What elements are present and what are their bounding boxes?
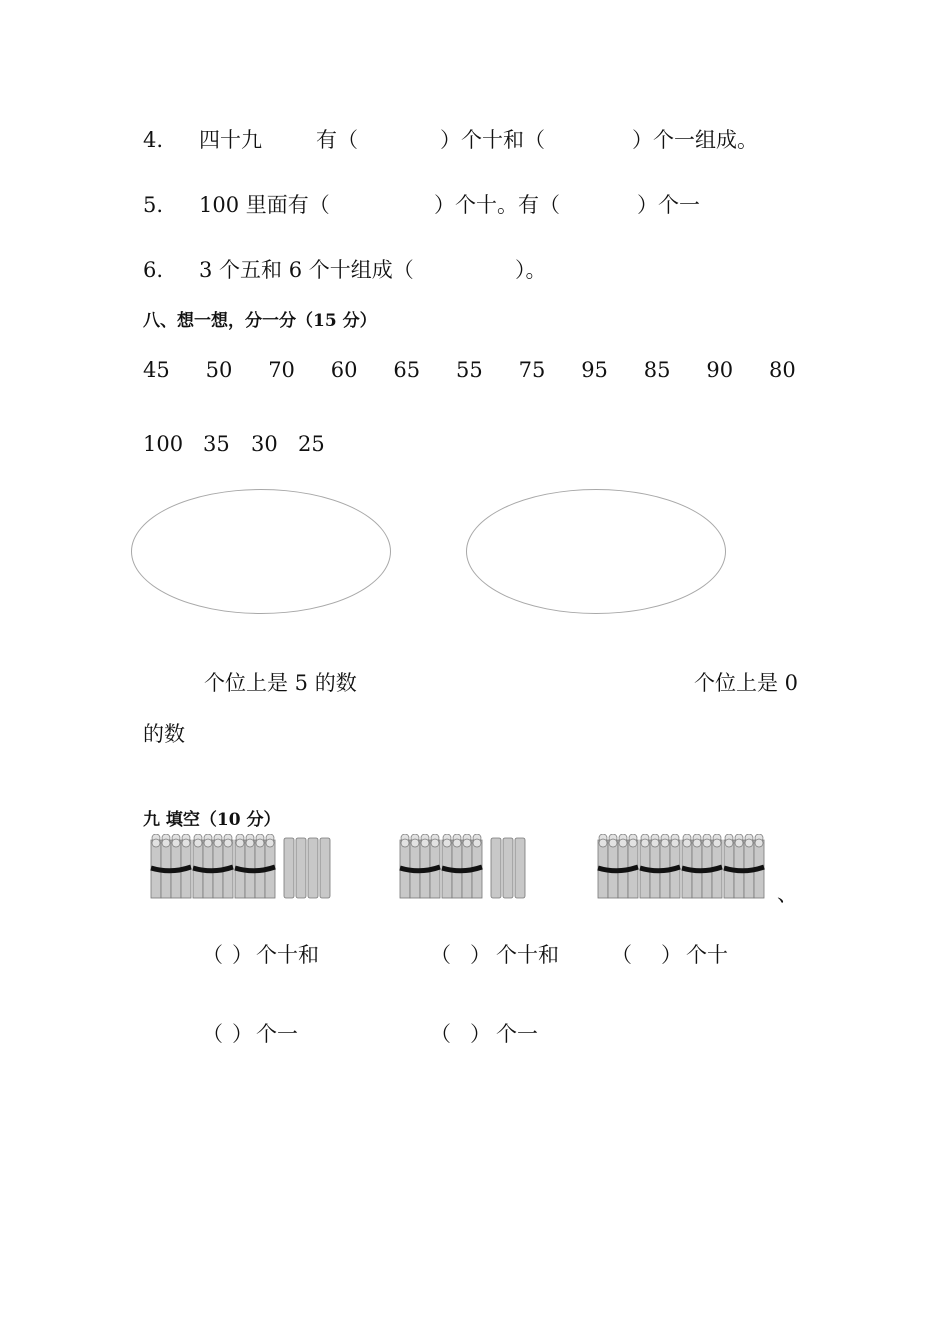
tens-label-3: 个十 (686, 943, 728, 967)
number-item: 70 (268, 358, 295, 382)
stick-bundle (235, 834, 275, 898)
number-item: 90 (706, 358, 734, 382)
stick-bundle (682, 834, 722, 898)
question-5-number: 5. (143, 193, 164, 217)
question-5-text-b: ）个十。有（ (434, 193, 560, 217)
stick-bundle (442, 834, 482, 898)
question-6-text-a: 3 个五和 6 个十组成（ (199, 258, 414, 282)
ones-label-2: 个一 (496, 1022, 538, 1046)
question-4-number: 4. (143, 128, 164, 152)
blank-open-2: （ (430, 943, 451, 967)
stick-bundle (151, 834, 191, 898)
single-stick (320, 838, 330, 898)
blank-close-5: ） (470, 1022, 491, 1046)
number-item: 100 (143, 432, 184, 456)
single-stick (296, 838, 306, 898)
blank-open-3: （ (611, 943, 632, 967)
ones-label-1: 个一 (256, 1022, 298, 1046)
question-4-text-c: ）个十和（ (440, 128, 545, 152)
stick-bundle (400, 834, 440, 898)
section-8-title: 八、想一想，分一分（15 分） (143, 311, 377, 331)
stick-bundle (598, 834, 638, 898)
number-item: 50 (205, 358, 233, 382)
blank-close-2: ） (470, 943, 491, 967)
number-item: 60 (330, 358, 358, 382)
section-9-title: 九 填空（10 分） (143, 810, 281, 830)
number-item: 55 (456, 358, 483, 382)
stick-bundle (724, 834, 764, 898)
sorting-circle-left (131, 489, 391, 614)
blank-close-4: ） (232, 1022, 253, 1046)
number-item: 95 (581, 358, 608, 382)
single-stick (515, 838, 525, 898)
single-stick (503, 838, 513, 898)
single-stick (284, 838, 294, 898)
blank-open-5: （ (430, 1022, 451, 1046)
question-4-text-d: ）个一组成。 (632, 128, 758, 152)
blank-close-3: ） (661, 943, 682, 967)
question-4-text-b: 有（ (316, 128, 358, 152)
single-stick (308, 838, 318, 898)
stick-group-2 (399, 834, 527, 900)
label-ones-digit-0-a: 个位上是 0 (694, 671, 799, 695)
blank-close-1: ） (232, 943, 253, 967)
question-4-text-a: 四十九 (199, 128, 262, 152)
number-item: 75 (518, 358, 546, 382)
label-ones-digit-5: 个位上是 5 的数 (204, 671, 357, 695)
question-6-number: 6. (143, 258, 164, 282)
question-6-text-b: ）。 (515, 258, 547, 282)
tens-and-label-2: 个十和 (496, 943, 559, 967)
number-item: 35 (203, 432, 230, 456)
single-stick (491, 838, 501, 898)
stray-mark: 、 (777, 882, 798, 906)
stick-group-3 (597, 834, 767, 900)
sorting-circle-right (466, 489, 726, 614)
number-item: 85 (643, 358, 671, 382)
blank-open-1: （ (202, 943, 223, 967)
tens-and-label-1: 个十和 (256, 943, 319, 967)
blank-open-4: （ (202, 1022, 223, 1046)
stick-bundle (640, 834, 680, 898)
question-5-text-a: 100 里面有（ (199, 193, 330, 217)
question-5-text-c: ）个一 (637, 193, 700, 217)
label-ones-digit-0-b: 的数 (143, 722, 185, 746)
number-item: 80 (769, 358, 796, 382)
number-item: 65 (393, 358, 421, 382)
stick-bundle (193, 834, 233, 898)
number-item: 25 (298, 432, 325, 456)
number-item: 30 (251, 432, 278, 456)
number-item: 45 (143, 358, 170, 382)
stick-group-1 (150, 834, 332, 900)
